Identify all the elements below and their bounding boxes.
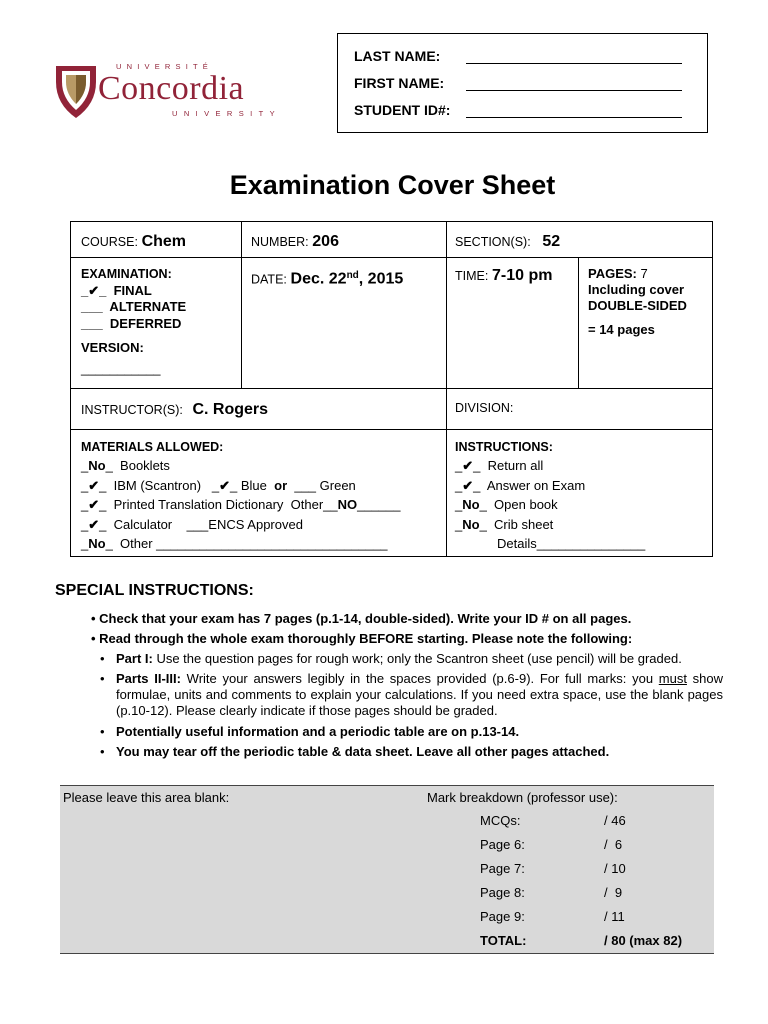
instr-return-all: _✔_ Return all xyxy=(455,458,544,473)
materials-calculator: _✔_ Calculator ___ENCS Approved xyxy=(81,516,303,532)
instructions-cell xyxy=(455,438,645,554)
time-value: 7-10 pm xyxy=(491,267,553,284)
mark-row-name: Page 6: xyxy=(480,837,525,852)
mark-total-name: TOTAL: xyxy=(480,933,527,948)
instr-open-book: _No_ Open book xyxy=(455,497,558,512)
instr-crib-sheet: _No_ Crib sheet xyxy=(455,516,554,532)
section-value: 52 xyxy=(542,233,561,250)
bullet-icon: • xyxy=(100,744,105,759)
special-bullet-1: • Check that your exam has 7 pages (p.1-14, double-sided). Write your ID # on all pages. xyxy=(91,611,632,626)
date-year: , 2015 xyxy=(358,270,404,288)
date-label: DATE: xyxy=(251,272,287,287)
parts2-3-note: Parts II-III: Write your answers legibly in the spaces provided (p.6-9). For full marks: you must show formulae, units and comments to explain your calculations. If you need extra space, use the blank pages (p.10-12). Please clearly indicate if those pages should be graded. xyxy=(116,671,723,718)
student-id-label: STUDENT ID#: xyxy=(354,102,451,118)
pages-including-cover: Including cover xyxy=(588,282,685,297)
student-id-field[interactable] xyxy=(466,117,682,118)
version-label: VERSION: xyxy=(81,340,144,355)
instr-details: Details_______________ xyxy=(497,536,646,551)
useful-info-note: Potentially useful information and a periodic table are on p.13-14. xyxy=(116,724,520,739)
last-name-field[interactable] xyxy=(466,63,682,64)
logo-bottom-text: UNIVERSITY xyxy=(172,109,282,118)
exam-final-option: _✔_ FINAL xyxy=(81,282,152,298)
mark-row-name: MCQs: xyxy=(480,813,521,828)
number-cell xyxy=(251,234,339,250)
mark-total-score: / 80 (max 82) xyxy=(604,933,683,948)
date-ordinal: nd xyxy=(346,270,359,281)
division-cell xyxy=(455,400,513,416)
version-field[interactable]: ___________ xyxy=(81,360,161,376)
professor-use-area xyxy=(60,785,714,954)
mark-row-score: / 46 xyxy=(604,813,626,828)
first-name-label: FIRST NAME: xyxy=(354,75,445,91)
date-value: Dec. 22 xyxy=(290,270,347,288)
page-title: Examination Cover Sheet xyxy=(229,170,556,200)
mark-row-name: Page 7: xyxy=(480,861,525,876)
time-label: TIME: xyxy=(455,269,489,283)
mark-breakdown-label: Mark breakdown (professor use): xyxy=(427,790,618,805)
time-cell xyxy=(455,268,552,284)
instr-answer-exam: _✔_ Answer on Exam xyxy=(455,477,586,493)
instructor-cell xyxy=(81,402,268,418)
pages-double-sided: DOUBLE-SIDED xyxy=(588,298,687,313)
division-label: DIVISION: xyxy=(455,401,514,415)
instructor-value: C. Rogers xyxy=(192,401,269,418)
examination-label: EXAMINATION: xyxy=(81,267,172,281)
concordia-seal-icon xyxy=(54,60,98,120)
mark-row-score: / 10 xyxy=(604,861,626,876)
bullet-icon: • xyxy=(100,671,105,686)
section-cell xyxy=(455,234,560,250)
course-cell xyxy=(81,234,186,250)
exam-deferred-option: ___ DEFERRED xyxy=(81,315,182,331)
pages-value: 7 xyxy=(640,266,648,281)
pages-label: PAGES: xyxy=(588,266,637,281)
materials-other: _No_ Other ________________________________ xyxy=(81,536,388,551)
instructor-label: INSTRUCTOR(S): xyxy=(81,403,183,417)
bullet-icon: • xyxy=(100,724,105,739)
section-label: SECTION(S): xyxy=(455,235,531,249)
date-cell xyxy=(251,268,403,287)
university-logo xyxy=(54,60,294,130)
tear-off-note: You may tear off the periodic table & data sheet. Leave all other pages attached. xyxy=(116,744,610,759)
special-instructions-title: SPECIAL INSTRUCTIONS: xyxy=(55,582,254,599)
logo-wordmark: Concordia xyxy=(98,70,245,107)
pages-cell xyxy=(588,266,687,338)
instructions-label: INSTRUCTIONS: xyxy=(455,440,553,454)
first-name-field[interactable] xyxy=(466,90,682,91)
logo-top-text: UNIVERSITÉ xyxy=(116,62,214,71)
course-label: COURSE: xyxy=(81,235,138,249)
exam-alternate-option: ___ ALTERNATE xyxy=(81,299,187,314)
bullet-icon: • xyxy=(100,651,105,666)
mark-row-name: Page 8: xyxy=(480,885,525,900)
cover-table xyxy=(70,221,713,557)
materials-label: MATERIALS ALLOWED: xyxy=(81,440,224,454)
materials-booklets: _No_ Booklets xyxy=(81,458,170,473)
pages-total: = 14 pages xyxy=(588,322,655,337)
mark-row-name: Page 9: xyxy=(480,909,525,924)
mark-row-score: / 11 xyxy=(604,909,625,924)
number-value: 206 xyxy=(312,233,339,250)
special-bullet-2: • Read through the whole exam thoroughly BEFORE starting. Please note the following: xyxy=(91,631,633,646)
course-value: Chem xyxy=(141,233,187,250)
last-name-label: LAST NAME: xyxy=(354,48,441,64)
mark-row-score: / 6 xyxy=(604,837,623,852)
blank-area-label: Please leave this area blank: xyxy=(63,790,230,805)
student-info-box xyxy=(337,33,708,133)
examination-cell xyxy=(81,266,186,377)
number-label: NUMBER: xyxy=(251,235,309,249)
mark-row-score: / 9 xyxy=(604,885,623,900)
part1-note: Part I: Use the question pages for rough work; only the Scantron sheet (use pencil) will be graded. xyxy=(116,651,682,666)
materials-dictionary: _✔_ Printed Translation Dictionary Other__NO______ xyxy=(81,497,401,512)
materials-cell xyxy=(81,438,401,554)
materials-ibm: _✔_ IBM (Scantron) _✔_ Blue or ___ Green xyxy=(81,477,356,493)
